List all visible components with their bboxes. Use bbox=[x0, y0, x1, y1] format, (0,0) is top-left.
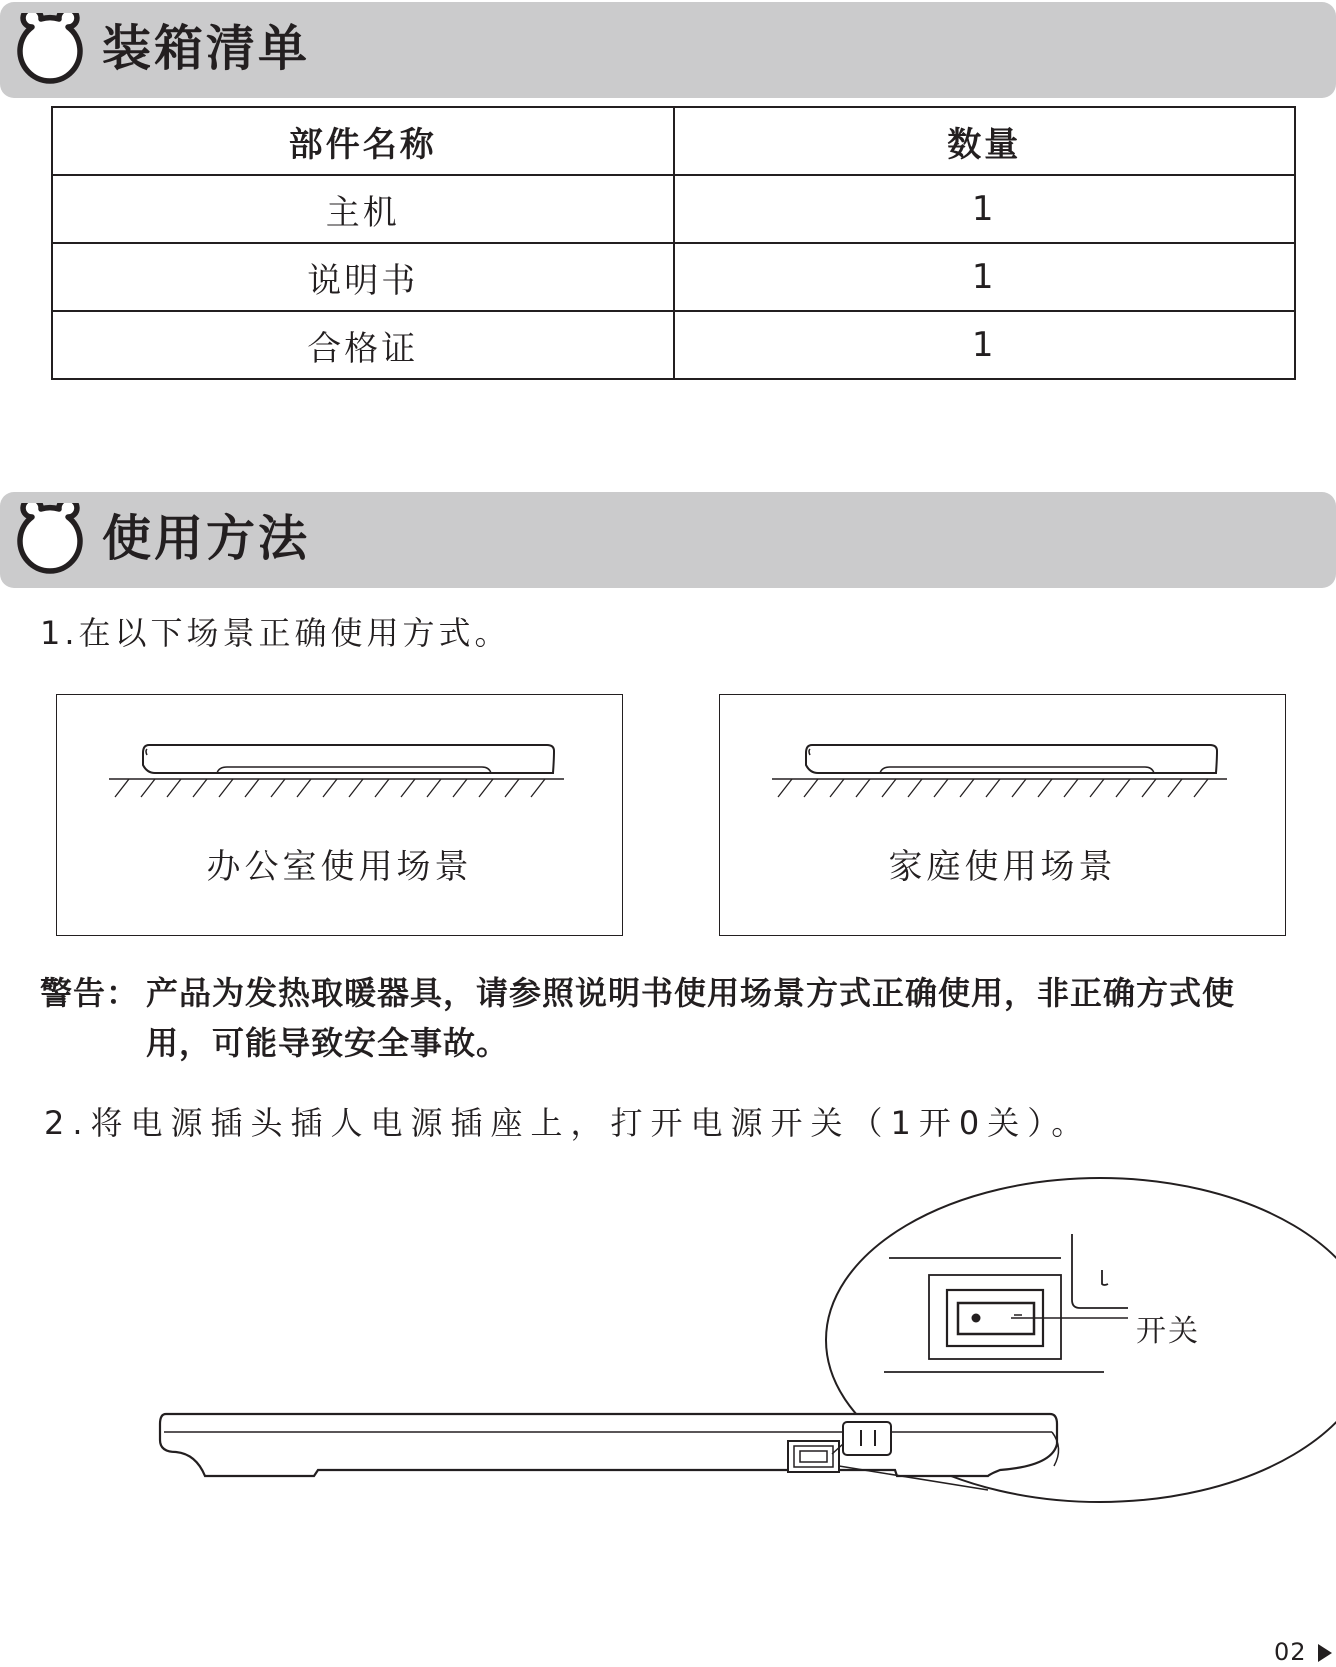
column-header-quantity: 数量 bbox=[674, 107, 1296, 175]
part-name-cell: 合格证 bbox=[52, 311, 674, 379]
section-header-usage bbox=[0, 492, 1336, 588]
table-row bbox=[52, 243, 1295, 311]
quantity-cell: 1 bbox=[674, 175, 1296, 243]
scene-label: 家庭使用场景 bbox=[888, 847, 1117, 887]
warning-text: 产品为发热取暖器具，请参照说明书使用场景方式正确使用，非正确方式使用，可能导致安全事故。 bbox=[146, 974, 1236, 1062]
switch-callout-label: 开关 bbox=[1136, 1314, 1200, 1349]
heater-on-floor-illustration bbox=[57, 695, 624, 825]
table-row bbox=[52, 311, 1295, 379]
warning-label: 警告： bbox=[40, 974, 140, 1012]
section-title: 使用方法 bbox=[102, 510, 311, 567]
table-row bbox=[52, 175, 1295, 243]
table-header-row bbox=[52, 107, 1295, 175]
quantity-cell: 1 bbox=[674, 243, 1296, 311]
bear-head-icon bbox=[14, 503, 86, 575]
bear-head-icon bbox=[14, 13, 86, 85]
heater-on-floor-illustration bbox=[720, 695, 1287, 825]
section-title: 装箱清单 bbox=[102, 20, 311, 77]
packing-list-table bbox=[51, 106, 1296, 380]
part-name-cell: 主机 bbox=[52, 175, 674, 243]
part-name-cell: 说明书 bbox=[52, 243, 674, 311]
step-2-text: 2.将电源插头插人电源插座上，打开电源开关（1开0关）。 bbox=[44, 1104, 1092, 1142]
step-1-text: 1.在以下场景正确使用方式。 bbox=[40, 614, 511, 652]
section-header-packing-list bbox=[0, 2, 1336, 98]
scene-home bbox=[719, 694, 1286, 936]
scene-office bbox=[56, 694, 623, 936]
next-page-arrow-icon bbox=[1318, 1644, 1332, 1662]
page-number: 02 bbox=[1274, 1638, 1307, 1666]
column-header-part-name: 部件名称 bbox=[52, 107, 674, 175]
scene-label: 办公室使用场景 bbox=[206, 847, 473, 887]
quantity-cell: 1 bbox=[674, 311, 1296, 379]
